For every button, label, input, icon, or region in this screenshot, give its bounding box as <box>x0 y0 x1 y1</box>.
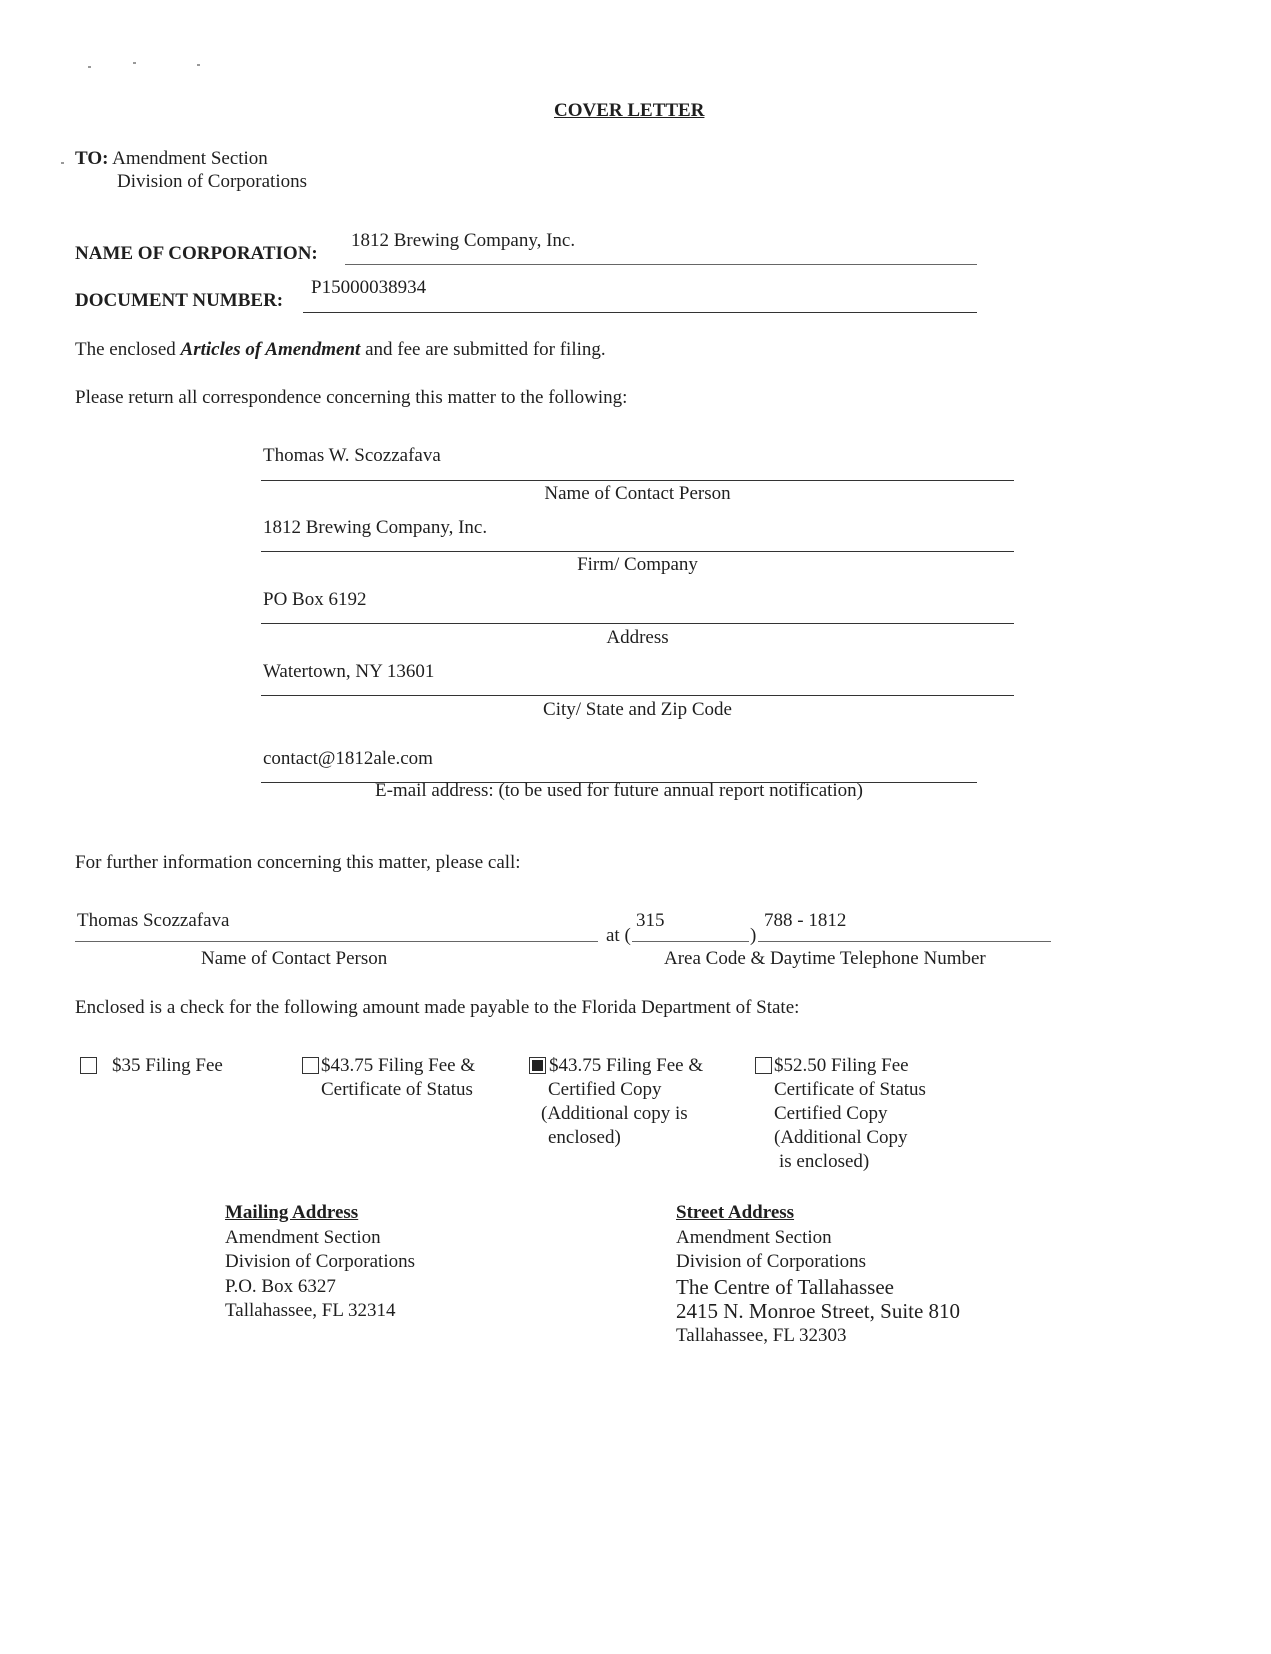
email-caption: E-mail address: (to be used for future annual report notification) <box>374 780 864 801</box>
fee-option-3-checkbox[interactable] <box>529 1057 546 1074</box>
corporation-label: NAME OF CORPORATION: <box>75 243 318 264</box>
company-line <box>261 551 1014 552</box>
phone-contact-name: Thomas Scozzafava <box>77 910 230 931</box>
to-line-2: Division of Corporations <box>117 171 307 192</box>
fee-option-line: is enclosed) <box>779 1151 870 1172</box>
mailing-address-line: P.O. Box 6327 <box>225 1275 336 1297</box>
fee-option-line: enclosed) <box>548 1127 621 1148</box>
street-address-line: Amendment Section <box>676 1226 832 1248</box>
fee-option-2-label <box>321 1054 475 1102</box>
fee-option-2-checkbox[interactable] <box>302 1057 319 1074</box>
phone-paren-close: ) <box>750 925 757 946</box>
fee-option-line: $52.50 Filing Fee <box>774 1055 909 1076</box>
area-code-line <box>632 941 749 942</box>
mailing-address-line: Tallahassee, FL 32314 <box>225 1300 396 1321</box>
fee-option-line: $43.75 Filing Fee & <box>321 1055 476 1076</box>
fee-option-1-checkbox[interactable] <box>80 1057 97 1074</box>
phone-number-caption: Area Code & Daytime Telephone Number <box>664 948 986 969</box>
corporation-value: 1812 Brewing Company, Inc. <box>351 230 576 251</box>
city-caption: City/ State and Zip Code <box>543 699 732 720</box>
address-line <box>261 623 1014 624</box>
to-label: TO: <box>75 148 109 169</box>
intro-before: The enclosed <box>75 339 181 360</box>
street-address-heading: Street Address <box>676 1202 795 1223</box>
address-caption: Address <box>606 627 669 648</box>
mailing-address-line: Division of Corporations <box>225 1251 415 1272</box>
intro-emphasis: Articles of Amendment <box>180 339 361 360</box>
contact-name-line <box>261 480 1014 481</box>
street-address-line: Division of Corporations <box>676 1251 866 1272</box>
email-value: contact@1812ale.com <box>263 748 433 769</box>
street-address-line: The Centre of Tallahassee <box>676 1274 894 1299</box>
document-underline <box>303 312 977 313</box>
phone-number-value: 788 - 1812 <box>764 910 847 931</box>
intro-after: and fee are submitted for filing. <box>360 339 606 360</box>
to-block <box>75 148 268 170</box>
fee-option-line: Certificate of Status <box>774 1079 926 1100</box>
street-address-line: 2415 N. Monroe Street, Suite 810 <box>676 1299 961 1323</box>
street-address-line: Tallahassee, FL 32303 <box>676 1324 847 1346</box>
mailing-address-line: Amendment Section <box>225 1226 381 1248</box>
further-info-text: For further information concerning this matter, please call: <box>75 852 521 873</box>
address-value: PO Box 6192 <box>263 589 367 610</box>
fee-option-4-label <box>774 1054 926 1174</box>
contact-name-caption: Name of Contact Person <box>544 483 731 504</box>
to-line-1: Amendment Section <box>112 148 268 169</box>
scan-speck <box>133 62 136 64</box>
fee-option-line: Certified Copy <box>774 1103 888 1124</box>
mailing-address-heading: Mailing Address <box>225 1202 359 1223</box>
company-value: 1812 Brewing Company, Inc. <box>263 517 488 538</box>
phone-at: at ( <box>606 925 631 946</box>
page-title: COVER LETTER <box>554 100 705 121</box>
fee-option-4-checkbox[interactable] <box>755 1057 772 1074</box>
document-value: P15000038934 <box>311 277 427 298</box>
fee-option-1-label <box>112 1054 223 1078</box>
city-value: Watertown, NY 13601 <box>263 661 435 682</box>
fee-option-line: Certified Copy <box>548 1079 662 1100</box>
city-line <box>261 695 1014 696</box>
fee-option-line: $43.75 Filing Fee & <box>549 1055 704 1076</box>
fee-option-line: Certificate of Status <box>321 1079 473 1100</box>
street-address <box>676 1201 960 1348</box>
contact-name-value: Thomas W. Scozzafava <box>263 445 441 466</box>
check-text: Enclosed is a check for the following amount made payable to the Florida Department of State: <box>75 997 800 1018</box>
mailing-address <box>225 1201 415 1324</box>
intro-text <box>75 339 606 361</box>
area-code-value: 315 <box>636 910 665 931</box>
scan-speck <box>61 162 64 164</box>
scan-speck <box>197 64 200 66</box>
phone-name-line <box>75 941 598 942</box>
scan-speck <box>88 66 91 68</box>
phone-number-line <box>758 941 1051 942</box>
fee-option-line: $35 Filing Fee <box>112 1055 223 1076</box>
company-caption: Firm/ Company <box>577 554 698 575</box>
fee-option-3-label <box>541 1054 704 1150</box>
phone-name-caption: Name of Contact Person <box>201 948 388 969</box>
document-label: DOCUMENT NUMBER: <box>75 290 284 311</box>
fee-option-line: (Additional Copy <box>774 1127 908 1148</box>
fee-option-line: (Additional copy is <box>541 1103 688 1124</box>
corporation-underline <box>345 264 977 265</box>
return-text: Please return all correspondence concerning this matter to the following: <box>75 387 628 408</box>
